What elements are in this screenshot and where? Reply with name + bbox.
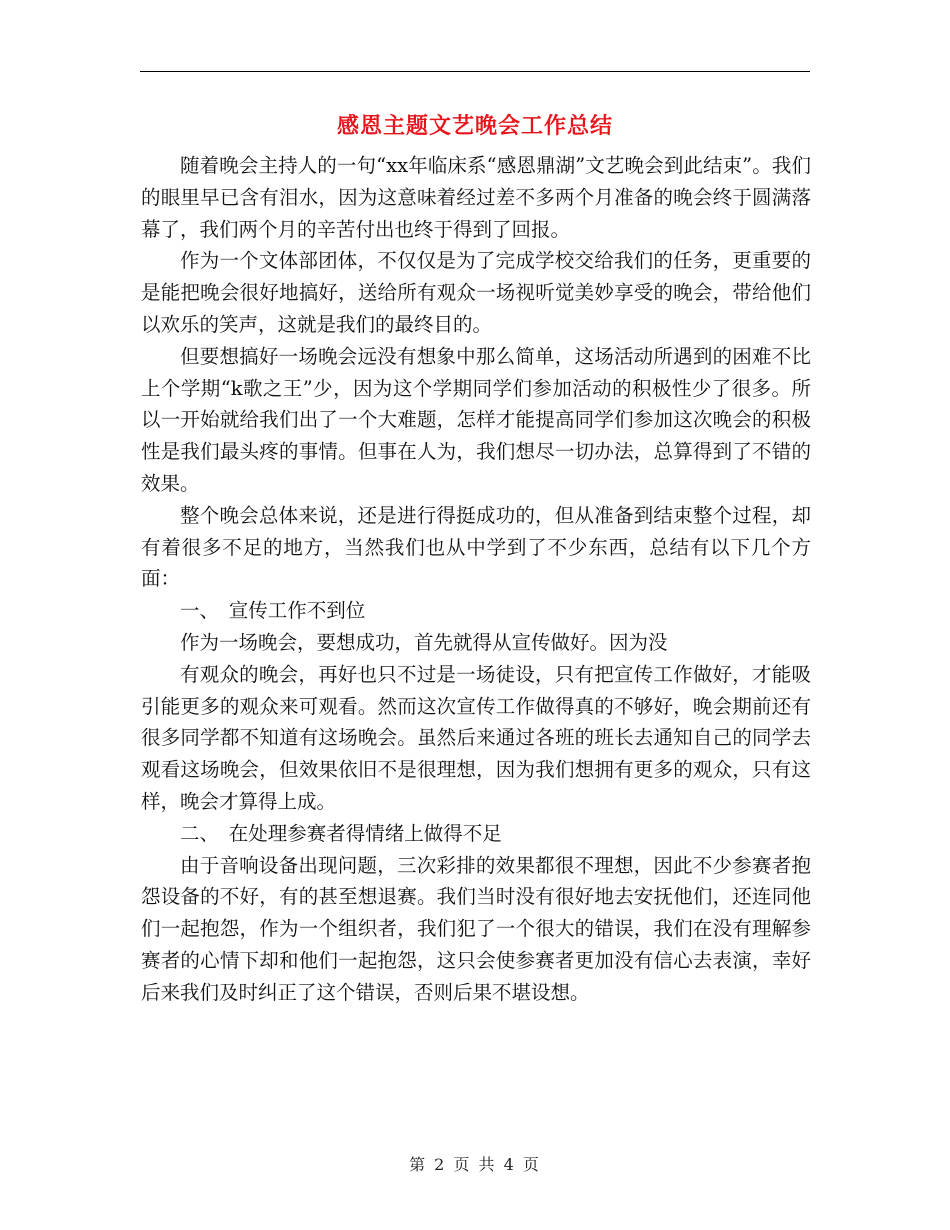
section-heading-2: 二、 在处理参赛者得情绪上做得不足	[180, 821, 502, 845]
header-rule	[140, 71, 810, 72]
paragraph: 但要想搞好一场晚会远没有想象中那么简单，这场活动所遇到的困难不比上个学期“k歌之王”少，因为这个学期同学们参加活动的积极性少了很多。所以一开始就给我们出了一个大难题，怎样才能提高同学们参加这次晚会的积极性是我们最头疼的事情。但事在人为，我们想尽一切办法，总算得到了不错的效果。	[141, 344, 811, 495]
paragraph: 作为一个文体部团体，不仅仅是为了完成学校交给我们的任务，更重要的是能把晚会很好地搞好，送给所有观众一场视听觉美妙享受的晚会，带给他们以欢乐的笑声，这就是我们的最终目的。	[141, 249, 811, 336]
paragraph: 随着晚会主持人的一句“xx年临床系“感恩鼎湖”文艺晚会到此结束”。我们的眼里早已含有泪水，因为这意味着经过差不多两个月准备的晚会终于圆满落幕了，我们两个月的辛苦付出也终于得到了回报。	[141, 154, 811, 241]
document-title: 感恩主题文艺晚会工作总结	[336, 113, 613, 139]
document-body	[141, 150, 811, 1009]
page-number: 第 2 页 共 4 页	[409, 1155, 541, 1174]
paragraph: 由于音响设备出现问题，三次彩排的效果都很不理想，因此不少参赛者抱怨设备的不好，有的甚至想退赛。我们当时没有很好地去安抚他们，还连同他们一起抱怨，作为一个组织者，我们犯了一个很大的错误，我们在没有理解参赛者的心情下却和他们一起抱怨，这只会使参赛者更加没有信心去表演，幸好后来我们及时纠正了这个错误，否则后果不堪设想。	[141, 853, 811, 1004]
paragraph: 作为一场晚会，要想成功，首先就得从宣传做好。因为没	[180, 630, 668, 654]
paragraph: 整个晚会总体来说，还是进行得挺成功的，但从准备到结束整个过程，却有着很多不足的地方，当然我们也从中学到了不少东西，总结有以下几个方面：	[141, 503, 811, 591]
section-heading-1: 一、 宣传工作不到位	[180, 599, 366, 623]
paragraph: 有观众的晚会，再好也只不过是一场徒设，只有把宣传工作做好，才能吸引能更多的观众来可观看。然而这次宣传工作做得真的不够好，晚会期前还有很多同学都不知道有这场晚会。虽然后来通过各班的班长去通知自己的同学去观看这场晚会，但效果依旧不是很理想，因为我们想拥有更多的观众，只有这样，晚会才算得上成。	[141, 662, 811, 813]
